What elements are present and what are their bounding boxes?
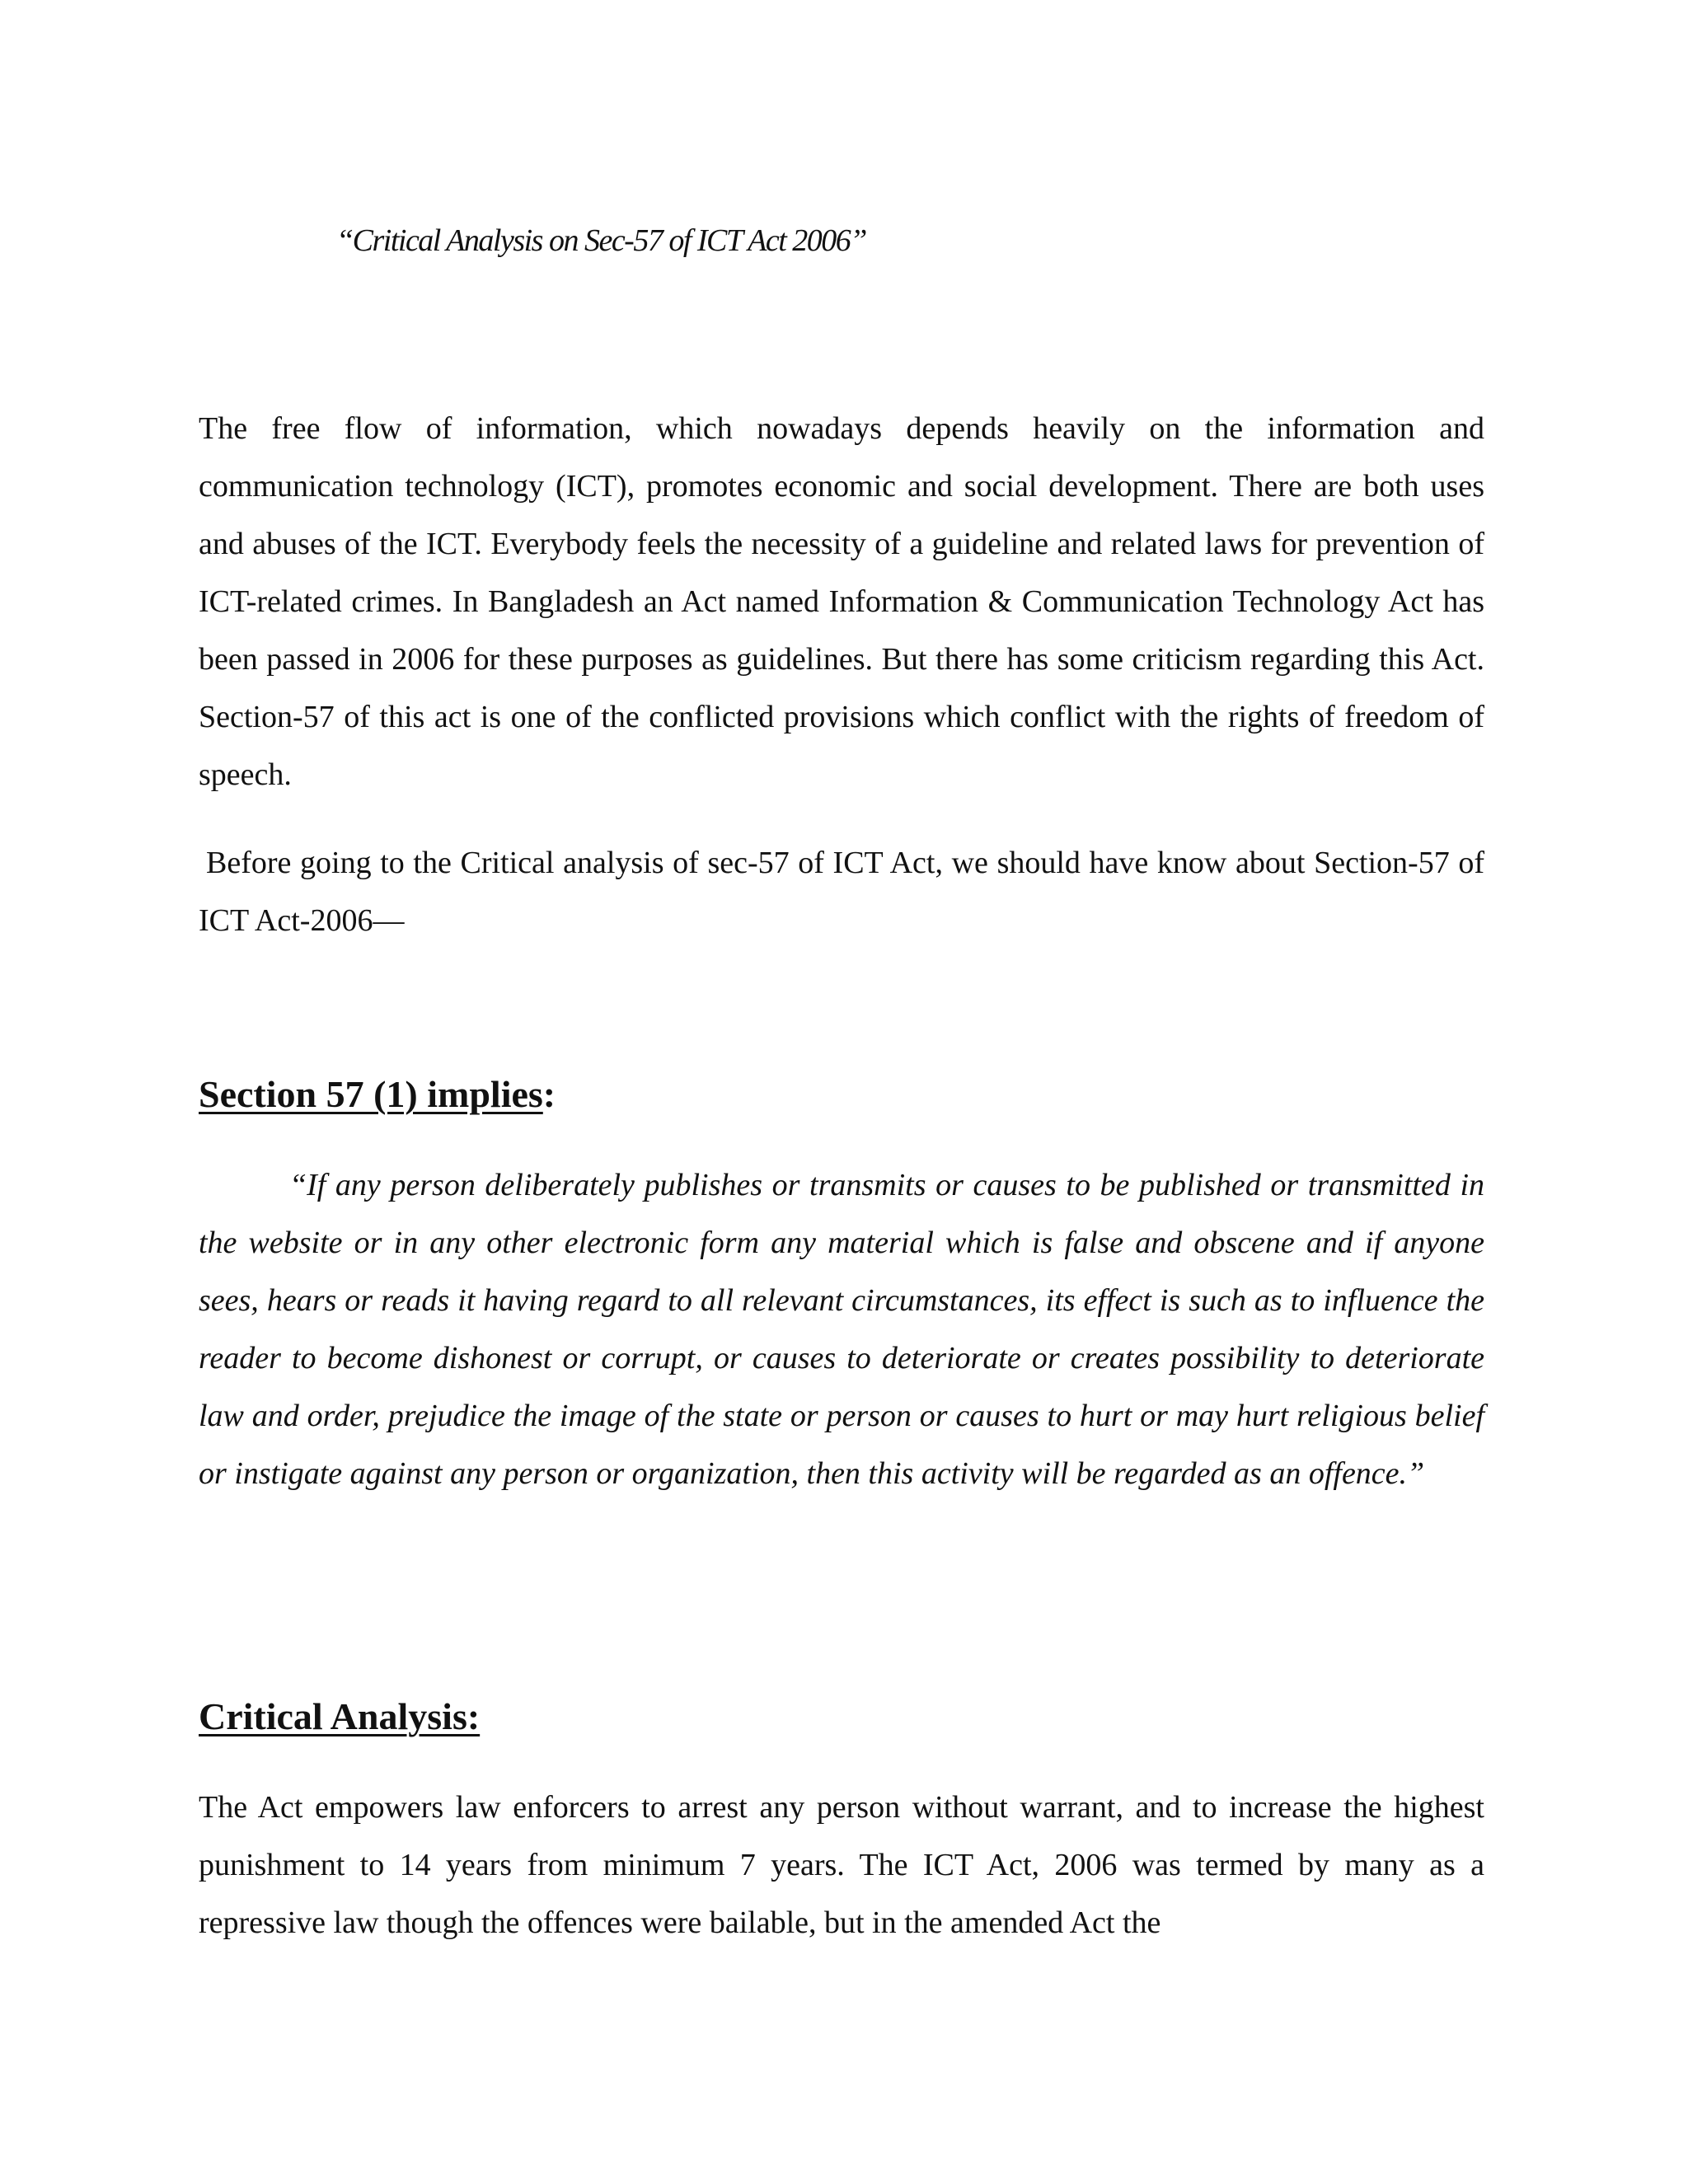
- lead-in-paragraph: Before going to the Critical analysis of sec-57 of ICT Act, we should have know about Section-57 of ICT Act-2006—: [199, 846, 1484, 938]
- section-57-heading-text: Section 57 (1) implies: [199, 1073, 543, 1115]
- critical-analysis-paragraph: The Act empowers law enforcers to arrest any person without warrant, and to increase the highest punishment to 14 years from minimum 7 years. The ICT Act, 2006 was termed by many as a repressive law though the offences were bailable, but in the amended Act the: [199, 1790, 1484, 1940]
- intro-paragraph: The free flow of information, which nowadays depends heavily on the information and communication technology (ICT), promotes economic and social development. There are both uses and abuses of the ICT. Everybody feels the necessity of a guideline and related laws for prevention of ICT-related crimes. In Bangladesh an Act named Information & Communication Technology Act has been passed in 2006 for these purposes as guidelines. But there has some criticism regarding this Act. Section-57 of this act is one of the conflicted provisions which conflict with the rights of freedom of speech.: [199, 411, 1484, 792]
- document-title: “Critical Analysis on Sec-57 of ICT Act 2006”: [336, 223, 866, 258]
- section-57-quote: “If any person deliberately publishes or transmits or causes to be published or transmitted in the website or in any other electronic form any material which is false and obscene and if anyone sees, hears or reads it having regard to all relevant circumstances, its effect is such as to influence the reader to become dishonest or corrupt, or causes to deteriorate or creates possibility to deteriorate law and order, prejudice the image of the state or person or causes to hurt or may hurt religious belief or instigate against any person or organization, then this activity will be regarded as an offence.”: [199, 1168, 1484, 1491]
- section-57-heading-colon: :: [542, 1073, 556, 1115]
- critical-analysis-heading-text: Critical Analysis:: [199, 1695, 481, 1737]
- critical-analysis-heading: [199, 1692, 480, 1741]
- section-57-heading: [199, 1070, 556, 1119]
